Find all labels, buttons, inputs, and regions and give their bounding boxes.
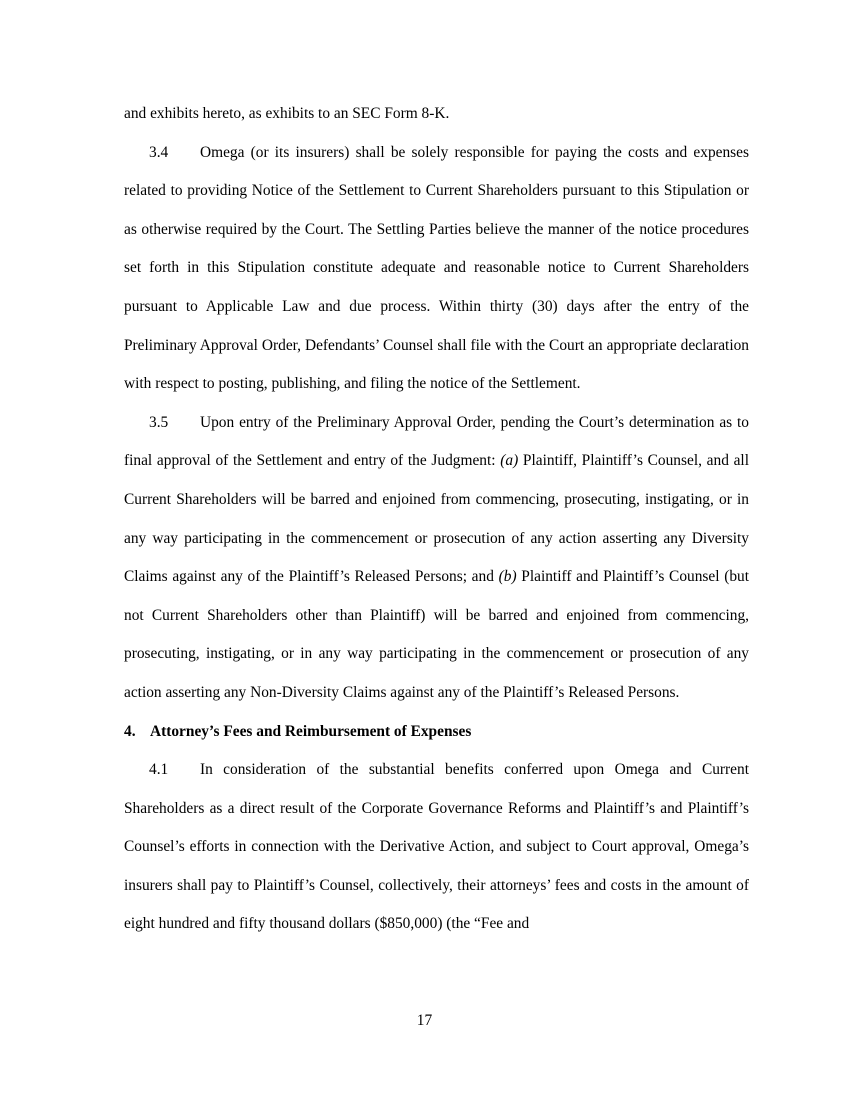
paragraph-text: Upon entry of the Preliminary Approval Order, pending the Court’s determination as to final approval of the Settlement and entry of the Judgment:	[124, 413, 749, 470]
paragraph-3-4	[124, 134, 749, 404]
paragraph-text: Plaintiff and Plaintiff’s Counsel (but not Current Shareholders other than Plaintiff) will be barred and enjoined from commencing, prosecuting, instigating, or in any way participating in the commencement or prosecution of any action asserting any Non-Diversity Claims against any of the Plaintiff’s Released Persons.	[124, 568, 750, 701]
heading-number: 4.	[124, 722, 136, 740]
section-number: 4.1	[149, 761, 169, 779]
section-number: 3.5	[149, 413, 169, 431]
page-number: 17	[416, 1012, 433, 1029]
clause-label-b: (b)	[498, 568, 517, 586]
paragraph-3-5	[124, 404, 749, 713]
section-heading-4	[124, 713, 749, 752]
heading-title: Attorney’s Fees and Reimbursement of Expenses	[150, 722, 472, 740]
paragraph-continuation: and exhibits hereto, as exhibits to an SEC Form 8-K.	[124, 105, 450, 122]
paragraph-4-1	[124, 751, 749, 944]
paragraph-text: Plaintiff, Plaintiff’s Counsel, and all Current Shareholders will be barred and enjoined from commencing, prosecuting, instigating, or in any way participating in the commencement or prosecution of any action asserting any Diversity Claims against any of the Plaintiff’s Released Persons; and	[124, 452, 749, 586]
section-number: 3.4	[149, 143, 169, 161]
document-body	[124, 95, 749, 944]
clause-label-a: (a)	[500, 452, 519, 470]
paragraph-text: Omega (or its insurers) shall be solely responsible for paying the costs and expenses related to providing Notice of the Settlement to Current Shareholders pursuant to this Stipulation or as otherwise required by the Court. The Settling Parties believe the manner of the notice procedures set forth in this Stipulation constitute adequate and reasonable notice to Current Shareholders pursuant to Applicable Law and due process. Within thirty (30) days after the entry of the Preliminary Approval Order, Defendants’ Counsel shall file with the Court an appropriate declaration with respect to posting, publishing, and filing the notice of the Settlement.	[124, 143, 749, 393]
paragraph-text: In consideration of the substantial benefits conferred upon Omega and Current Shareholders as a direct result of the Corporate Governance Reforms and Plaintiff’s and Plaintiff’s Counsel’s efforts in connection with the Derivative Action, and subject to Court approval, Omega’s insurers shall pay to Plaintiff’s Counsel, collectively, their attorneys’ fees and costs in the amount of eight hundred and fifty thousand dollars ($850,000) (the “Fee and	[124, 761, 749, 933]
